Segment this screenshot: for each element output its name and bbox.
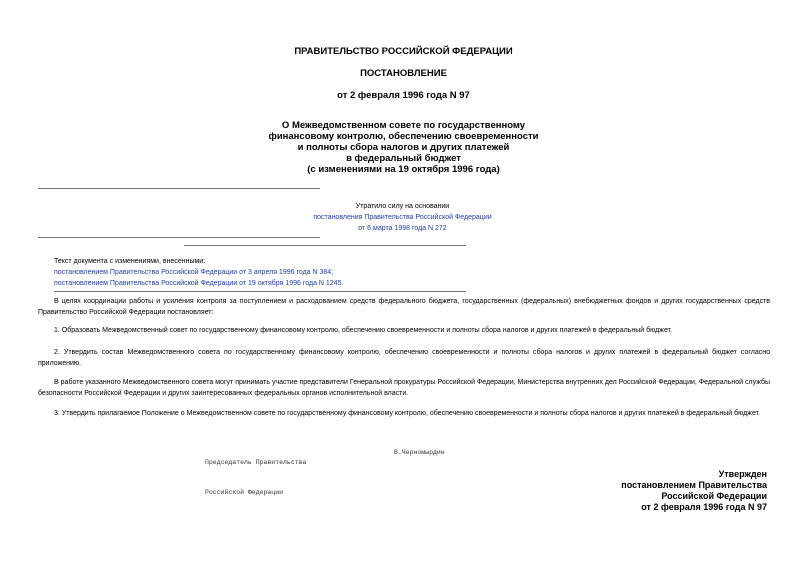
paragraph-item-2: 2. Утвердить состав Межведомственного совета по государственному финансовому контролю, обеспечению своевременности и полноты сбора налогов и других платежей в федеральный бюджет согласно приложению. [38, 349, 770, 367]
changes-block [54, 256, 554, 289]
divider [38, 188, 320, 189]
invalidation-note [250, 201, 555, 234]
divider [38, 237, 320, 238]
signature-title-2: Российской Федерации [205, 489, 284, 496]
title-line: и полноты сбора налогов и других платежей [297, 142, 510, 153]
signature-title: Председатель Правительства [205, 459, 307, 466]
change-link-1245[interactable]: постановлением Правительства Российской Федерации от 19 октября 1996 года N 1245. [54, 280, 344, 287]
approval-line: Российской Федерации [661, 491, 767, 501]
document-type: ПОСТАНОВЛЕНИЕ [360, 68, 447, 79]
title-line: О Межведомственном совете по государственному [281, 120, 526, 131]
change-link-384[interactable]: постановлением Правительства Российской Федерации от 3 апреля 1996 года N 384; [54, 269, 334, 276]
invalidation-link[interactable]: постановления Правительства Российской Федерации [313, 214, 492, 221]
invalidation-text: Утратило силу на основании [355, 203, 450, 210]
approval-line: постановлением Правительства [621, 480, 767, 490]
paragraph-item-1: 1. Образовать Межведомственный совет по государственному финансовому контролю, обеспечению своевременности и полноты сбора налогов и других платежей в федеральный бюджет. [54, 327, 672, 334]
paragraph-item-3: 3. Утвердить прилагаемое Положение о Межведомственном совете по государственному финансовому контролю, обеспечению своевременности и полноты сбора налогов и других платежей в федеральный бюджет. [54, 410, 760, 417]
title-line: (с изменениями на 19 октября 1996 года) [307, 164, 500, 175]
title-line: в федеральный бюджет [346, 153, 461, 164]
approval-heading: Утвержден [718, 469, 767, 479]
title-line: финансовому контролю, обеспечению своевременности [268, 131, 539, 142]
paragraph-preamble: В целях координации работы и усиления контроля за поступлением и расходованием средств федерального бюджета, государственных (федеральных) внебюджетных фондов и других государственных средств Правительство Российской Федерации постановляет: [38, 298, 770, 316]
changes-intro: Текст документа с изменениями, внесенными: [54, 258, 206, 265]
signature-block [205, 438, 306, 508]
document-date-number: от 2 февраля 1996 года N 97 [337, 90, 470, 101]
document-title [0, 120, 807, 175]
paragraph-participants: В работе указанного Межведомственного совета могут принимать участие представители Генеральной прокуратуры Российской Федерации, Министерства внутренних дел Российской Федерации, Федеральной службы безопасности Российской Федерации и других заинтересованных федеральных органов исполнительной власти. [38, 379, 770, 397]
divider [54, 291, 466, 292]
approval-line: от 2 февраля 1996 года N 97 [641, 502, 767, 512]
approval-block [621, 469, 767, 513]
signature-name: В.Черномырдин [394, 449, 445, 456]
divider [184, 245, 466, 246]
government-name: ПРАВИТЕЛЬСТВО РОССИЙСКОЙ ФЕДЕРАЦИИ [294, 46, 513, 57]
invalidation-link-date[interactable]: от 6 марта 1998 года N 272 [358, 225, 447, 232]
